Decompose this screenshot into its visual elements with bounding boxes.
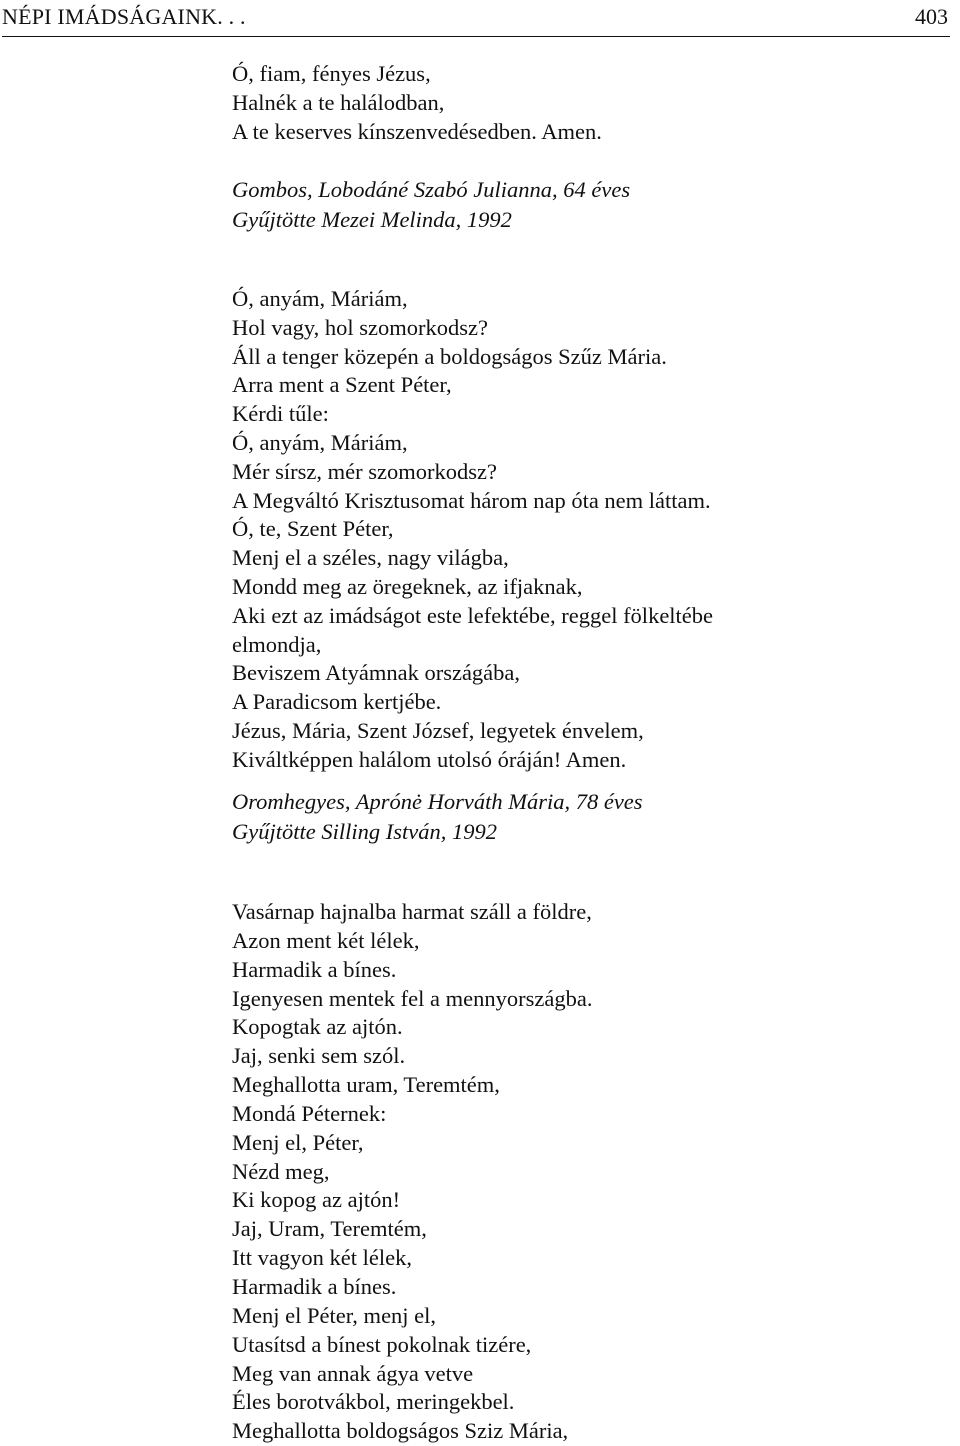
verse-line: Jézus, Mária, Szent József, legyetek énvelem, bbox=[232, 717, 644, 743]
verse-line: Meghallotta boldogságos Sziz Mária, bbox=[232, 1418, 569, 1444]
verse-line: Jaj, senki sem szól. bbox=[232, 1043, 406, 1069]
verse-line: Igenyesen mentek fel a mennyországba. bbox=[232, 985, 593, 1011]
verse-line: Beviszem Atyámnak országába, bbox=[232, 660, 521, 686]
verse-line: elmondja, bbox=[232, 631, 322, 657]
verse-line: Hol vagy, hol szomorkodsz? bbox=[232, 314, 488, 340]
verse-line: A te keserves kínszenvedésedben. Amen. bbox=[232, 118, 602, 144]
verse-line: Kiváltképpen halálom utolsó óráján! Amen. bbox=[232, 746, 627, 772]
verse-line: Azon ment két lélek, bbox=[232, 927, 420, 953]
verse-line: Ó, anyám, Máriám, bbox=[232, 286, 408, 311]
verse-line: A Megváltó Krisztusomat három nap óta nem láttam. bbox=[232, 487, 711, 513]
verse-line: Arra ment a Szent Péter, bbox=[232, 372, 452, 398]
verse-line: Mér sírsz, mér szomorkodsz? bbox=[232, 458, 497, 484]
verse-line: Vasárnap hajnalba harmat száll a földre, bbox=[232, 899, 592, 924]
verse-line: Halnék a te halálodban, bbox=[232, 89, 445, 115]
verse-line: Utasítsd a bínest pokolnak tizére, bbox=[232, 1331, 532, 1357]
prayer-2-source bbox=[232, 787, 643, 847]
prayer-1 bbox=[232, 60, 602, 147]
verse-line: Ó, fiam, fényes Jézus, bbox=[232, 61, 431, 86]
verse-line: Éles borotvákbol, meringekbel. bbox=[232, 1389, 515, 1415]
source-collector: Gyűjtötte Mezei Melinda, 1992 bbox=[232, 207, 512, 232]
verse-line: Harmadik a bínes. bbox=[232, 1273, 397, 1299]
verse-line: Ó, te, Szent Péter, bbox=[232, 516, 394, 542]
verse-line: Meg van annak ágya vetve bbox=[232, 1360, 474, 1386]
verse-line: Itt vagyon két lélek, bbox=[232, 1245, 412, 1271]
verse-line: Áll a tenger közepén a boldogságos Szűz Mária. bbox=[232, 343, 667, 369]
prayer-3 bbox=[232, 898, 592, 1446]
verse-line: Kopogtak az ajtón. bbox=[232, 1014, 403, 1040]
verse-line: A Paradicsom kertjébe. bbox=[232, 689, 442, 715]
verse-line: Jaj, Uram, Teremtém, bbox=[232, 1216, 427, 1242]
verse-line: Menj el, Péter, bbox=[232, 1129, 364, 1155]
verse-line: Mondd meg az öregeknek, az ifjaknak, bbox=[232, 573, 583, 599]
source-place-informant: Gombos, Lobodáné Szabó Julianna, 64 éves bbox=[232, 177, 631, 202]
verse-line: Menj el a széles, nagy világba, bbox=[232, 545, 509, 571]
running-header-title: NÉPI IMÁDSÁGAINK. . . bbox=[2, 4, 246, 29]
running-header bbox=[2, 4, 950, 37]
verse-line: Harmadik a bínes. bbox=[232, 956, 397, 982]
verse-line: Nézd meg, bbox=[232, 1158, 330, 1184]
verse-line: Kérdi tűle: bbox=[232, 401, 329, 427]
verse-line: Ó, anyám, Máriám, bbox=[232, 429, 408, 455]
verse-line: Mondá Péternek: bbox=[232, 1100, 387, 1126]
source-place-informant: Oromhegyes, Aprónė Horváth Mária, 78 éves bbox=[232, 789, 643, 814]
page-number: 403 bbox=[915, 4, 948, 29]
source-collector: Gyűjtötte Silling István, 1992 bbox=[232, 819, 497, 844]
prayer-1-source bbox=[232, 175, 630, 235]
verse-line: Meghallotta uram, Teremtém, bbox=[232, 1072, 500, 1098]
prayer-2 bbox=[232, 285, 713, 775]
verse-line: Menj el Péter, menj el, bbox=[232, 1302, 437, 1328]
verse-line: Ki kopog az ajtón! bbox=[232, 1187, 401, 1213]
verse-line: Aki ezt az imádságot este lefektébe, reggel fölkeltébe bbox=[232, 602, 714, 628]
